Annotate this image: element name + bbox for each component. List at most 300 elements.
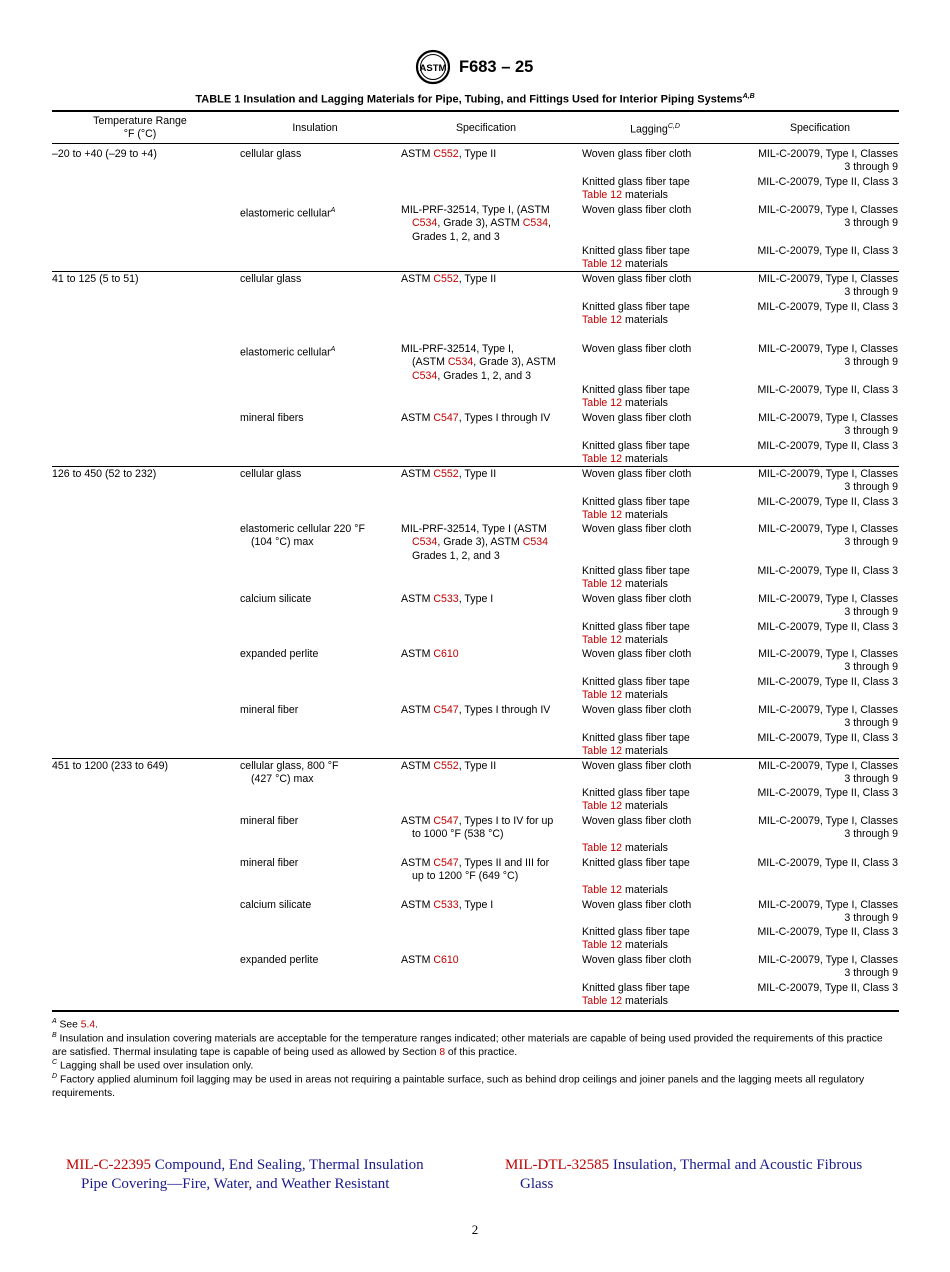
footnote-mark: A	[330, 207, 336, 214]
insulation-text: calcium silicate	[240, 899, 312, 911]
text-span: Woven glass fiber cloth	[582, 648, 692, 660]
standard-link[interactable]: Table 12	[582, 314, 623, 327]
text-span: materials	[622, 258, 668, 271]
lagging-line	[582, 258, 732, 271]
insulation-cell	[240, 648, 395, 661]
text-span: Knitted glass fiber tape	[582, 732, 690, 744]
text-span: Knitted glass fiber tape	[582, 857, 690, 869]
insulation-line	[240, 204, 395, 221]
text-span: materials	[622, 939, 668, 952]
insulation-text: calcium silicate	[240, 593, 312, 605]
lagging-line	[582, 954, 732, 967]
lagging-line	[582, 384, 732, 397]
insulation-line	[240, 760, 395, 773]
table-header-rule	[52, 143, 899, 144]
spec-line	[401, 536, 576, 549]
lagging-spec-line: MIL-C-20079, Type I, Classes	[758, 468, 898, 480]
lagging-spec-cell	[740, 384, 898, 397]
insulation-spec-cell	[401, 468, 576, 481]
insulation-cell	[240, 815, 395, 828]
lagging-cell	[582, 676, 732, 703]
text-span: , Type I	[458, 899, 494, 911]
insulation-line	[240, 815, 395, 828]
lagging-spec-cell	[740, 704, 898, 731]
text-span: , Type II	[458, 148, 497, 160]
standard-link[interactable]: C547	[433, 857, 459, 869]
standard-link[interactable]: C552	[433, 273, 459, 285]
insulation-text: (104 °C) max	[251, 536, 314, 549]
insulation-cell	[240, 899, 395, 912]
lagging-spec-cell	[740, 496, 898, 509]
text-span: MIL-PRF-32514, Type I,	[401, 343, 514, 355]
insulation-cell	[240, 204, 395, 221]
lagging-cell	[582, 899, 732, 912]
insulation-cell	[240, 704, 395, 717]
lagging-cell	[582, 176, 732, 203]
lagging-line	[582, 593, 732, 606]
standard-link[interactable]: C533	[433, 899, 459, 911]
spec-line	[401, 593, 576, 606]
lagging-spec-line: MIL-C-20079, Type I, Classes	[758, 760, 898, 772]
text-span: ASTM	[401, 899, 434, 911]
lagging-line	[582, 939, 732, 952]
text-span: MIL-PRF-32514, Type I, (ASTM	[401, 204, 550, 216]
insulation-spec-cell	[401, 899, 576, 912]
insulation-cell	[240, 857, 395, 870]
standard-link[interactable]: C533	[433, 593, 459, 605]
spec-line	[401, 550, 576, 563]
lagging-cell	[582, 648, 732, 661]
insulation-text: (427 °C) max	[251, 773, 314, 786]
standard-link[interactable]: C534	[412, 369, 438, 382]
lagging-spec-line: MIL-C-20079, Type II, Class 3	[757, 621, 898, 633]
lagging-line	[582, 648, 732, 661]
text-span: Grades 1, 2, and 3	[412, 230, 500, 243]
reference-link[interactable]: MIL-C-22395	[66, 1157, 151, 1173]
section-link[interactable]: 8	[439, 1046, 446, 1058]
lagging-line	[582, 995, 732, 1008]
standard-link[interactable]: Table 12	[582, 453, 623, 466]
reference-entry: MIL-DTL-32585 Insulation, Thermal and Acoustic Fibrous Glass	[505, 1157, 863, 1192]
insulation-text: elastomeric cellular 220 °F	[240, 523, 365, 535]
standard-link[interactable]: Table 12	[582, 883, 623, 896]
text-span: Knitted glass fiber tape	[582, 787, 690, 799]
lagging-spec-line: MIL-C-20079, Type I, Classes	[758, 148, 898, 160]
lagging-line	[582, 800, 732, 813]
standard-link[interactable]: Table 12	[582, 689, 623, 702]
insulation-cell	[240, 523, 395, 550]
lagging-line	[582, 634, 732, 647]
lagging-spec-cell	[740, 412, 898, 439]
text-span: Grades 1, 2, and 3	[412, 549, 500, 562]
lagging-spec-line: MIL-C-20079, Type II, Class 3	[757, 982, 898, 994]
text-span: Knitted glass fiber tape	[582, 384, 690, 396]
lagging-spec-line: MIL-C-20079, Type II, Class 3	[757, 732, 898, 744]
insulation-line	[240, 273, 395, 286]
lagging-line	[582, 176, 732, 189]
insulation-cell	[240, 954, 395, 967]
lagging-cell	[582, 815, 732, 855]
insulation-spec-cell	[401, 343, 576, 383]
text-span: materials	[622, 689, 668, 702]
lagging-spec-line: MIL-C-20079, Type II, Class 3	[757, 926, 898, 938]
text-span: Woven glass fiber cloth	[582, 204, 692, 216]
insulation-line	[240, 593, 395, 606]
insulation-line	[240, 773, 395, 786]
section-link[interactable]: 5.4	[80, 1019, 96, 1031]
lagging-spec-line: MIL-C-20079, Type II, Class 3	[757, 176, 898, 188]
lagging-spec-line: MIL-C-20079, Type I, Classes	[758, 204, 898, 216]
spec-line	[401, 273, 576, 286]
standard-link[interactable]: C552	[433, 148, 459, 160]
lagging-spec-line: 3 through 9	[844, 773, 898, 786]
insulation-spec-cell	[401, 815, 576, 842]
text-span: materials	[622, 745, 668, 758]
text-span: Woven glass fiber cloth	[582, 273, 692, 285]
text-span: , Grade 3), ASTM	[437, 536, 523, 549]
lagging-line	[582, 870, 732, 883]
insulation-text: expanded perlite	[240, 648, 319, 660]
lagging-cell	[582, 273, 732, 286]
insulation-spec-cell	[401, 523, 576, 563]
temperature-range-cell: 126 to 450 (52 to 232)	[52, 468, 157, 480]
lagging-cell	[582, 704, 732, 717]
text-span: Woven glass fiber cloth	[582, 760, 692, 772]
lagging-spec-cell	[740, 760, 898, 787]
text-span: , Type I	[458, 593, 494, 605]
text-span: Woven glass fiber cloth	[582, 704, 692, 716]
text-span: materials	[622, 397, 668, 410]
text-span: Knitted glass fiber tape	[582, 926, 690, 938]
insulation-spec-cell	[401, 412, 576, 425]
lagging-cell	[582, 732, 732, 759]
lagging-spec-line: MIL-C-20079, Type I, Classes	[758, 343, 898, 355]
lagging-line	[582, 787, 732, 800]
standard-link[interactable]: Table 12	[582, 258, 623, 271]
text-span: Woven glass fiber cloth	[582, 148, 692, 160]
lagging-line	[582, 314, 732, 327]
lagging-line	[582, 523, 732, 536]
lagging-spec-line: MIL-C-20079, Type I, Classes	[758, 593, 898, 605]
text-span: ASTM	[401, 704, 434, 716]
text-span: ASTM	[401, 412, 434, 424]
standard-link[interactable]: Table 12	[582, 939, 623, 952]
insulation-text: mineral fiber	[240, 857, 299, 869]
standard-link[interactable]: C610	[433, 648, 459, 660]
lagging-cell	[582, 982, 732, 1009]
spec-line	[401, 760, 576, 773]
text-span: Knitted glass fiber tape	[582, 982, 690, 994]
lagging-line	[582, 926, 732, 939]
text-span: Knitted glass fiber tape	[582, 245, 690, 257]
spec-line	[401, 899, 576, 912]
text-span: Knitted glass fiber tape	[582, 621, 690, 633]
standard-link[interactable]: C547	[433, 815, 459, 827]
text-span: ,	[548, 217, 551, 230]
lagging-spec-cell	[740, 982, 898, 995]
lagging-spec-line: MIL-C-20079, Type I, Classes	[758, 954, 898, 966]
lagging-spec-line: 3 through 9	[844, 286, 898, 299]
astm-logo-icon	[413, 49, 453, 85]
lagging-line	[582, 468, 732, 481]
lagging-spec-line: MIL-C-20079, Type II, Class 3	[757, 676, 898, 688]
spec-line	[401, 343, 576, 356]
lagging-spec-line: MIL-C-20079, Type I, Classes	[758, 648, 898, 660]
insulation-text: cellular glass	[240, 273, 302, 285]
group-divider	[52, 758, 899, 759]
group-divider	[52, 466, 899, 467]
group-divider	[52, 271, 899, 272]
text-span: ASTM	[401, 954, 434, 966]
lagging-spec-cell	[740, 565, 898, 578]
text-span: , Type II	[458, 760, 497, 772]
text-span: , Types II and III for	[458, 857, 550, 869]
table-top-rule	[52, 110, 899, 112]
insulation-text: cellular glass	[240, 468, 302, 480]
text-span: ASTM	[401, 857, 434, 869]
spec-line	[401, 468, 576, 481]
spec-line	[401, 356, 576, 369]
standard-link[interactable]: Table 12	[582, 189, 623, 202]
lagging-line	[582, 509, 732, 522]
spec-line	[401, 523, 576, 536]
lagging-spec-cell	[740, 343, 898, 370]
document-designation: F683 – 25	[459, 58, 534, 76]
lagging-line	[582, 412, 732, 425]
lagging-line	[582, 745, 732, 758]
lagging-spec-line: MIL-C-20079, Type II, Class 3	[757, 857, 898, 869]
text-span: up to 1200 °F (649 °C)	[412, 870, 519, 883]
standard-link[interactable]: C534	[412, 536, 438, 549]
text-span: Woven glass fiber cloth	[582, 523, 692, 535]
standard-link[interactable]: C547	[433, 704, 459, 716]
insulation-cell	[240, 412, 395, 425]
lagging-line	[582, 857, 732, 870]
lagging-cell	[582, 384, 732, 411]
lagging-spec-cell	[740, 440, 898, 453]
text-span: Knitted glass fiber tape	[582, 565, 690, 577]
spec-line	[401, 648, 576, 661]
lagging-spec-cell	[740, 787, 898, 800]
table-title: TABLE 1 Insulation and Lagging Materials for Pipe, Tubing, and Fittings Used for Interior Piping Systems$^{A,B}$	[195, 93, 755, 106]
lagging-line	[582, 496, 732, 509]
lagging-spec-cell	[740, 926, 898, 939]
lagging-line	[582, 621, 732, 634]
text-span: ASTM	[401, 815, 434, 827]
standard-link[interactable]: Table 12	[582, 841, 623, 854]
lagging-spec-line: MIL-C-20079, Type II, Class 3	[757, 245, 898, 257]
lagging-spec-line: 3 through 9	[844, 481, 898, 494]
lagging-line	[582, 760, 732, 773]
spec-line	[401, 204, 576, 217]
lagging-line	[582, 453, 732, 466]
lagging-cell	[582, 857, 732, 897]
lagging-spec-line: MIL-C-20079, Type I, Classes	[758, 704, 898, 716]
lagging-spec-cell	[740, 273, 898, 300]
text-span: materials	[622, 189, 668, 202]
svg-text:ASTM: ASTM	[419, 63, 447, 74]
spec-line	[401, 412, 576, 425]
lagging-line	[582, 204, 732, 217]
lagging-spec-line: MIL-C-20079, Type II, Class 3	[757, 565, 898, 577]
spec-line	[401, 217, 576, 230]
text-span: materials	[622, 800, 668, 813]
lagging-line	[582, 245, 732, 258]
standard-link[interactable]: C534	[522, 217, 549, 230]
lagging-spec-cell	[740, 176, 898, 189]
insulation-text: elastomeric cellular	[240, 207, 331, 220]
text-span: Knitted glass fiber tape	[582, 176, 690, 188]
lagging-line	[582, 899, 732, 912]
text-span: to 1000 °F (538 °C)	[412, 828, 504, 841]
lagging-spec-line: MIL-C-20079, Type II, Class 3	[757, 440, 898, 452]
spec-line	[401, 148, 576, 161]
text-span: Woven glass fiber cloth	[582, 954, 692, 966]
text-span: , Grade 3), ASTM	[473, 356, 556, 369]
text-span: Woven glass fiber cloth	[582, 815, 692, 827]
text-span: , Types I through IV	[458, 412, 551, 424]
lagging-line	[582, 301, 732, 314]
insulation-line	[240, 412, 395, 425]
lagging-spec-cell	[740, 523, 898, 550]
reference-link[interactable]: MIL-DTL-32585	[505, 1157, 610, 1173]
insulation-line	[240, 468, 395, 481]
lagging-line	[582, 842, 732, 855]
lagging-spec-line: MIL-C-20079, Type II, Class 3	[757, 496, 898, 508]
text-span: , Grades 1, 2, and 3	[437, 369, 531, 382]
insulation-spec-cell	[401, 593, 576, 606]
page-number: 2	[471, 1222, 479, 1237]
temperature-range-cell: 41 to 125 (5 to 51)	[52, 273, 139, 285]
standard-link[interactable]: C534	[447, 356, 474, 369]
standard-link[interactable]: Table 12	[582, 509, 623, 522]
text-span: Knitted glass fiber tape	[582, 301, 690, 313]
lagging-spec-line: MIL-C-20079, Type II, Class 3	[757, 787, 898, 799]
insulation-spec-cell	[401, 148, 576, 161]
spec-line	[401, 370, 576, 383]
lagging-spec-cell	[740, 301, 898, 314]
lagging-cell	[582, 204, 732, 217]
temperature-range-cell: 451 to 1200 (233 to 649)	[52, 760, 169, 772]
lagging-spec-cell	[740, 648, 898, 675]
spec-line	[401, 857, 576, 870]
text-span: , Types I to IV for up	[458, 815, 554, 827]
insulation-line	[240, 148, 395, 161]
spec-line	[401, 815, 576, 828]
text-span: , Type II	[458, 468, 497, 480]
lagging-line	[582, 148, 732, 161]
text-span: , Grade 3), ASTM	[437, 217, 523, 230]
lagging-spec-line: 3 through 9	[844, 912, 898, 925]
col-header-lagging: Lagging$^{C,D}$	[630, 123, 680, 136]
lagging-spec-line: 3 through 9	[844, 161, 898, 174]
standard-link[interactable]: C610	[433, 954, 459, 966]
insulation-spec-cell	[401, 954, 576, 967]
insulation-spec-cell	[401, 760, 576, 773]
insulation-spec-cell	[401, 273, 576, 286]
footnote-mark: A	[330, 346, 336, 353]
insulation-line	[240, 648, 395, 661]
standard-link[interactable]: C534	[412, 217, 438, 230]
lagging-spec-cell	[740, 593, 898, 620]
insulation-line	[240, 536, 395, 549]
lagging-cell	[582, 954, 732, 967]
standard-link[interactable]: C552	[433, 760, 459, 772]
lagging-spec-line: 3 through 9	[844, 425, 898, 438]
text-span: materials	[622, 995, 668, 1008]
insulation-text: mineral fibers	[240, 412, 304, 424]
col-header-insulation: Insulation	[292, 122, 338, 134]
standard-link[interactable]: C534	[522, 536, 549, 549]
lagging-cell	[582, 468, 732, 481]
insulation-spec-cell	[401, 204, 576, 244]
lagging-spec-line: MIL-C-20079, Type I, Classes	[758, 523, 898, 535]
col-header-specification-2: Specification	[789, 122, 851, 134]
footnote-b: $^B$ Insulation and insulation covering materials are acceptable for the temperature ranges indicated; other materials are capable of being used provided the requirements of this practice are satisfied. Thermal insulating tape is capable of being used as allowed by Section 8 of this practice.	[52, 1032, 883, 1058]
standard-link[interactable]: Table 12	[582, 578, 623, 591]
lagging-spec-cell	[740, 954, 898, 981]
insulation-cell	[240, 273, 395, 286]
insulation-spec-cell	[401, 857, 576, 884]
standard-link[interactable]: Table 12	[582, 634, 623, 647]
lagging-spec-cell	[740, 732, 898, 745]
lagging-spec-cell	[740, 899, 898, 926]
lagging-spec-cell	[740, 676, 898, 689]
footnote-c: $^C$ Lagging shall be used over insulation only.	[52, 1059, 254, 1072]
lagging-cell	[582, 440, 732, 467]
insulation-line	[240, 523, 395, 536]
lagging-line	[582, 189, 732, 202]
text-span: MIL-PRF-32514, Type I (ASTM	[401, 523, 547, 535]
insulation-text: elastomeric cellular	[240, 346, 331, 359]
text-span: Knitted glass fiber tape	[582, 440, 690, 452]
text-span: materials	[622, 314, 668, 327]
table-bottom-rule	[52, 1010, 899, 1012]
lagging-line	[582, 982, 732, 995]
reference-entry: MIL-C-22395 Compound, End Sealing, Thermal Insulation Pipe Covering—Fire, Water, and Weather Resistant	[66, 1157, 424, 1192]
lagging-line	[582, 397, 732, 410]
spec-line	[401, 954, 576, 967]
text-span: materials	[622, 883, 668, 896]
text-span: Woven glass fiber cloth	[582, 343, 692, 355]
lagging-spec-cell	[740, 245, 898, 258]
insulation-line	[240, 343, 395, 360]
lagging-line	[582, 884, 732, 897]
insulation-line	[240, 899, 395, 912]
text-span: materials	[622, 578, 668, 591]
standard-link[interactable]: Table 12	[582, 745, 623, 758]
lagging-spec-line: MIL-C-20079, Type I, Classes	[758, 273, 898, 285]
insulation-line	[240, 857, 395, 870]
insulation-text: cellular glass	[240, 148, 302, 160]
insulation-cell	[240, 468, 395, 481]
lagging-spec-line: 3 through 9	[844, 536, 898, 549]
insulation-spec-cell	[401, 704, 576, 717]
standard-link[interactable]: C547	[433, 412, 459, 424]
standard-link[interactable]: Table 12	[582, 995, 623, 1008]
lagging-spec-line: MIL-C-20079, Type II, Class 3	[757, 384, 898, 396]
standard-link[interactable]: C552	[433, 468, 459, 480]
spec-line	[401, 704, 576, 717]
text-span: materials	[622, 509, 668, 522]
standard-link[interactable]: Table 12	[582, 397, 623, 410]
lagging-line	[582, 273, 732, 286]
text-span: ASTM	[401, 148, 434, 160]
standard-link[interactable]: Table 12	[582, 800, 623, 813]
insulation-cell	[240, 343, 395, 360]
text-span: ASTM	[401, 760, 434, 772]
insulation-cell	[240, 593, 395, 606]
